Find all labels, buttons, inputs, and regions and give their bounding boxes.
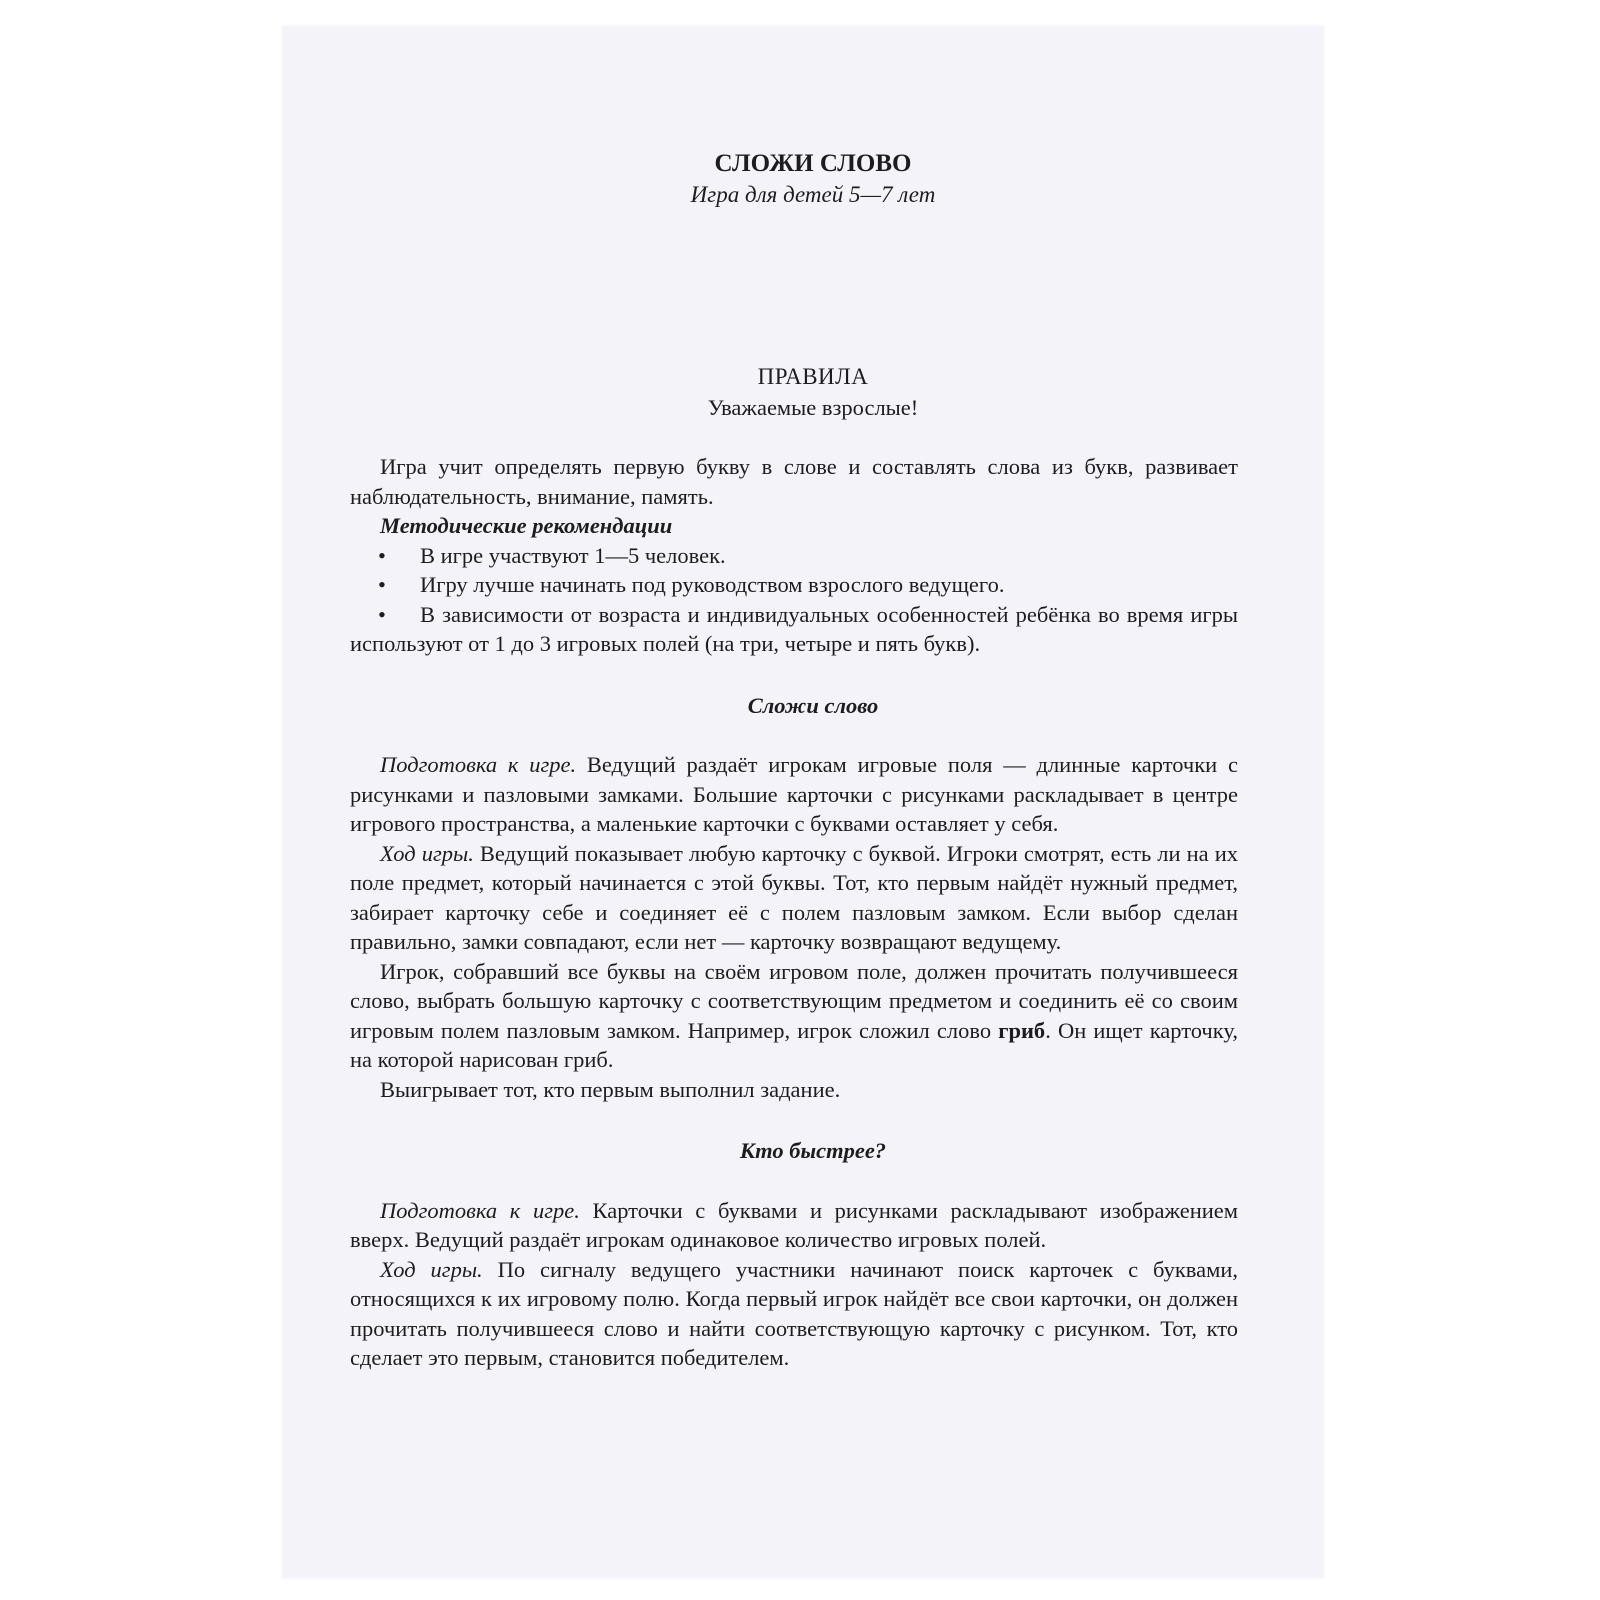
list-item — [350, 570, 1238, 600]
course-label: Ход игры. — [380, 840, 474, 866]
list-item-text: Игру лучше начинать под руководством взрослого ведущего. — [420, 572, 1005, 597]
section-heading-game2: Кто быстрее? — [739, 1138, 887, 1163]
greeting: Уважаемые взрослые! — [707, 395, 919, 420]
page-subtitle: Игра для детей 5—7 лет — [690, 182, 936, 207]
bullet-icon: • — [378, 601, 386, 627]
page-title: СЛОЖИ СЛОВО — [714, 150, 912, 177]
prep-text: Карточки с буквами и рисунками раскладывают изображением вверх. Ведущий раздаёт игрокам одинаковое количество игровых полей. — [350, 1197, 1239, 1252]
list-item-text: В игре участвуют 1—5 человек. — [420, 542, 726, 568]
collect-text-before: Игрок, собравший все буквы на своём игровом поле, должен прочитать получившееся слово, выбрать большую карточку с соответствующим предметом и соединить её со своим игровым полем пазловым замком. Например, игрок сложил слово — [350, 958, 1238, 1043]
course-text: По сигналу ведущего участники начинают поиск карточек с буквами, относящихся к их игровому полю. Когда первый игрок найдёт все свои карточки, он должен прочитать получившееся слово и найти соответствующую карточку с рисунком. Тот, кто сделает это первым, становится победителем. — [350, 1256, 1238, 1370]
prep-label: Подготовка к игре. — [380, 1197, 580, 1223]
course-text: Ведущий показывает любую карточку с буквой. Игроки смотрят, есть ли на их поле предмет, который начинается с этой буквы. Тот, кто первым найдёт нужный предмет, забирает карточку себе и соединяет её с полем пазловым замком. Если выбор сделан правильно, замки совпадают, если нет — карточку возвращают ведущему. — [350, 840, 1238, 954]
rules-heading: ПРАВИЛА — [757, 364, 869, 389]
page-content — [350, 148, 1238, 1373]
game1-prep-paragraph — [350, 750, 1238, 839]
collect-text-after: . Он ищет карточку, на которой нарисован гриб. — [350, 1017, 1238, 1072]
bullet-icon: • — [378, 572, 386, 597]
example-word: гриб — [998, 1017, 1046, 1043]
recommendations-list — [350, 541, 1238, 659]
game2-course-paragraph — [350, 1255, 1238, 1373]
prep-text: Ведущий раздаёт игрокам игровые поля — длинные карточки с рисунками и пазловыми замками. Большие карточки с рисунками раскладывает в центре игрового пространства, а маленькие карточки с буквами оставляет у себя. — [350, 752, 1238, 836]
game1-win-paragraph: Выигрывает тот, кто первым выполнил задание. — [380, 1076, 841, 1102]
game1-collect-paragraph — [350, 957, 1238, 1075]
list-item-text: В зависимости от возраста и индивидуальных особенностей ребёнка во время игры используют от 1 до 3 игровых полей (на три, четыре и пять букв). — [350, 601, 1238, 656]
section-heading-game1: Сложи слово — [747, 692, 879, 718]
method-heading: Методические рекомендации — [380, 513, 673, 538]
list-item — [350, 541, 1238, 571]
prep-label: Подготовка к игре. — [380, 752, 577, 777]
bullet-icon: • — [378, 542, 386, 568]
game1-course-paragraph — [350, 839, 1238, 957]
course-label: Ход игры. — [380, 1256, 483, 1282]
intro-paragraph: Игра учит определять первую букву в слове и составлять слова из букв, развивает наблюдательность, внимание, память. — [350, 454, 1238, 509]
game2-prep-paragraph — [350, 1196, 1238, 1255]
list-item — [350, 600, 1238, 659]
